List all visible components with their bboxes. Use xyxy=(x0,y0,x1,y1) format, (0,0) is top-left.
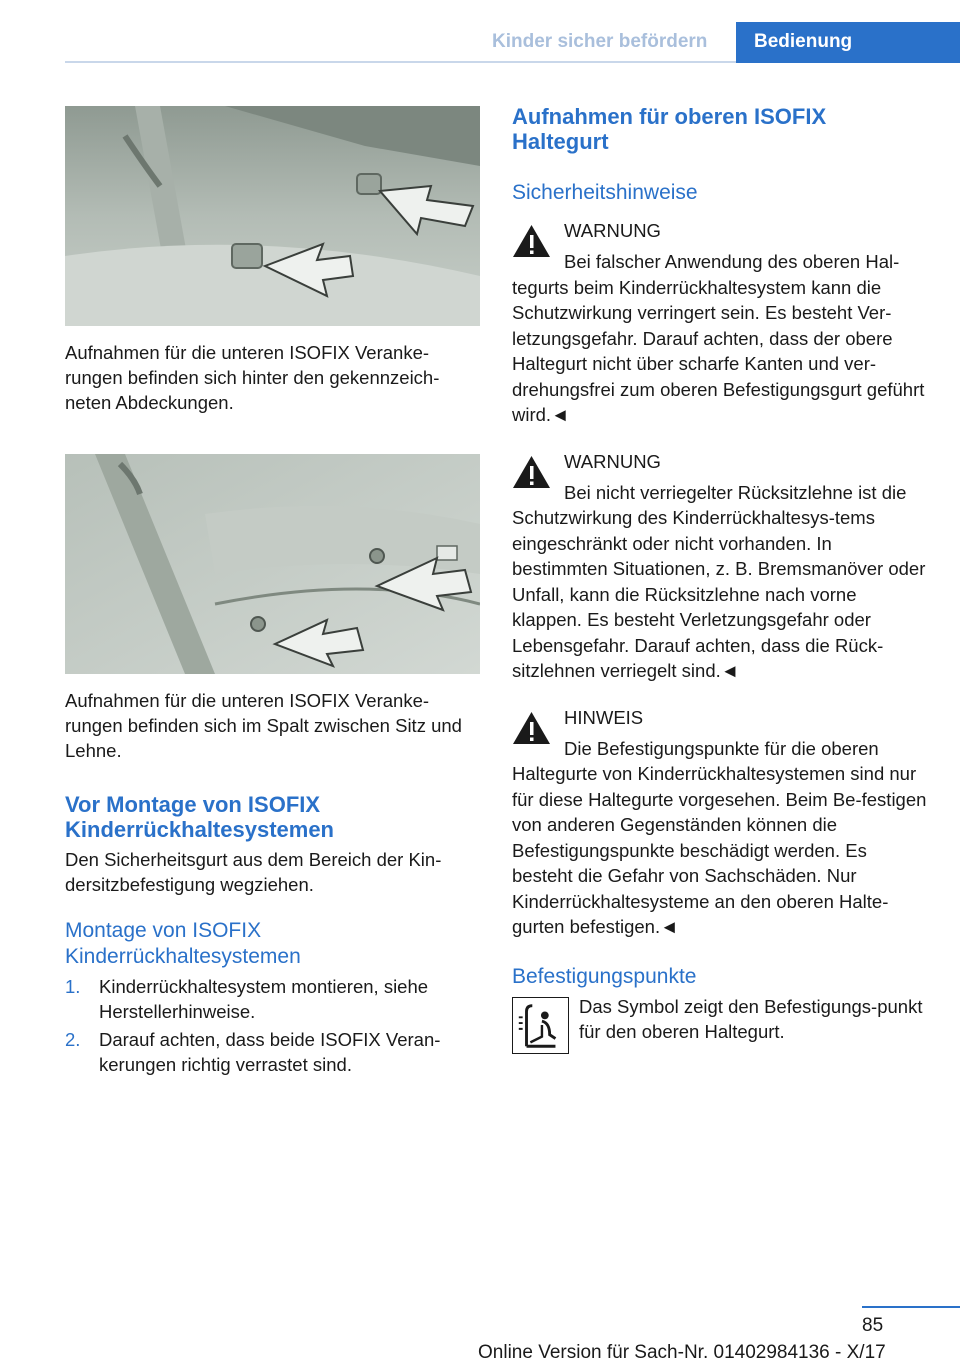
step-text: Kinderrückhaltesystem montieren, siehe Herstellerhinweise. xyxy=(99,976,429,1022)
footer-version: Online Version für Sach-Nr. 01402984136 - X/17 xyxy=(478,1342,886,1362)
heading-before-mounting: Vor Montage von ISOFIX Kinderrückhaltesystemen xyxy=(65,792,334,842)
right-column xyxy=(512,104,927,1054)
heading-anchor-points: Befestigungspunkte xyxy=(512,964,697,988)
warning-triangle-icon xyxy=(512,224,551,258)
header-chapter-tab xyxy=(736,22,960,63)
warning-title: WARNUNG xyxy=(564,220,661,241)
warning-notice-2 xyxy=(512,449,927,684)
warning-notice-1 xyxy=(512,218,927,428)
warning-text: Bei nicht verriegelter Rücksitzlehne ist die Schutzwirkung des Kinderrückhaltesys-tems eingeschränkt oder nicht vorhanden. In bestimmten Situationen, z. B. Bremsmanöver oder Unfall, kann die Rücksitzlehne nach vorne klappen. Es besteht Verletzungsgefahr oder Lebensgefahr. Darauf achten, dass die Rück-sitzlehnen verriegelt sind.◄ xyxy=(512,481,926,681)
heading-upper-tether: Aufnahmen für oberen ISOFIX Haltegurt xyxy=(512,104,827,154)
heading-mounting: Montage von ISOFIX Kinderrückhaltesystemen xyxy=(65,919,301,968)
hint-title: HINWEIS xyxy=(564,706,644,728)
warning-triangle-icon xyxy=(512,711,551,745)
photo-caption-1: Aufnahmen für die unteren ISOFIX Veranke-rungen befinden sich hinter den gekennzeich-neten Abdeckungen. xyxy=(65,342,440,413)
heading-safety-notes: Sicherheitshinweise xyxy=(512,181,698,204)
footer-rule xyxy=(862,1306,960,1308)
step-text: Darauf achten, dass beide ISOFIX Veran-kerungen richtig verrastet sind. xyxy=(99,1029,441,1075)
isofix-photo-covers xyxy=(65,106,480,326)
left-column xyxy=(65,106,480,1080)
step-number: 1. xyxy=(65,976,81,997)
hint-notice xyxy=(512,705,927,940)
list-item xyxy=(65,974,480,1024)
anchor-point-text: Das Symbol zeigt den Befestigungs-punkt für den oberen Haltegurt. xyxy=(579,995,923,1042)
header-chapter-label: Bedienung xyxy=(754,31,853,52)
warning-title: WARNUNG xyxy=(564,450,661,472)
header-section-title: Kinder sicher befördern xyxy=(492,31,708,52)
isofix-photo-gap xyxy=(65,454,480,674)
list-item xyxy=(65,1027,480,1077)
mounting-steps xyxy=(65,974,480,1077)
step-number: 2. xyxy=(65,1029,81,1050)
anchor-point-info xyxy=(512,994,927,1054)
photo-caption-2: Aufnahmen für die unteren ISOFIX Veranke-rungen befinden sich im Spalt zwischen Sitz und Lehne. xyxy=(65,690,462,761)
warning-text: Bei falscher Anwendung des oberen Hal-tegurts beim Kinderrückhaltesystem kann die Schutzwirkung verringert sein. Es besteht Ver-letzungsgefahr. Darauf achten, dass der obere Haltegurt nicht über scharfe Kanten und ver-drehungsfrei zum oberen Befestigungsgurt geführt wird.◄ xyxy=(512,251,925,425)
paragraph-before-mounting: Den Sicherheitsgurt aus dem Bereich der Kin-dersitzbefestigung wegziehen. xyxy=(65,849,442,895)
hint-text: Die Befestigungspunkte für die oberen Haltegurte von Kinderrückhaltesystemen sind nur für diese Haltegurte vorgesehen. Beim Be-festigen von anderen Gegenständen können die Befestigungspunkte beschädigt werden. Es besteht die Gefahr von Sachschäden. Nur Kinderrückhaltesysteme an den oberen Halte-gurten befestigen.◄ xyxy=(512,737,927,937)
child-seat-anchor-icon xyxy=(512,997,569,1054)
page-number: 85 xyxy=(862,1315,884,1336)
warning-triangle-icon xyxy=(512,455,551,489)
